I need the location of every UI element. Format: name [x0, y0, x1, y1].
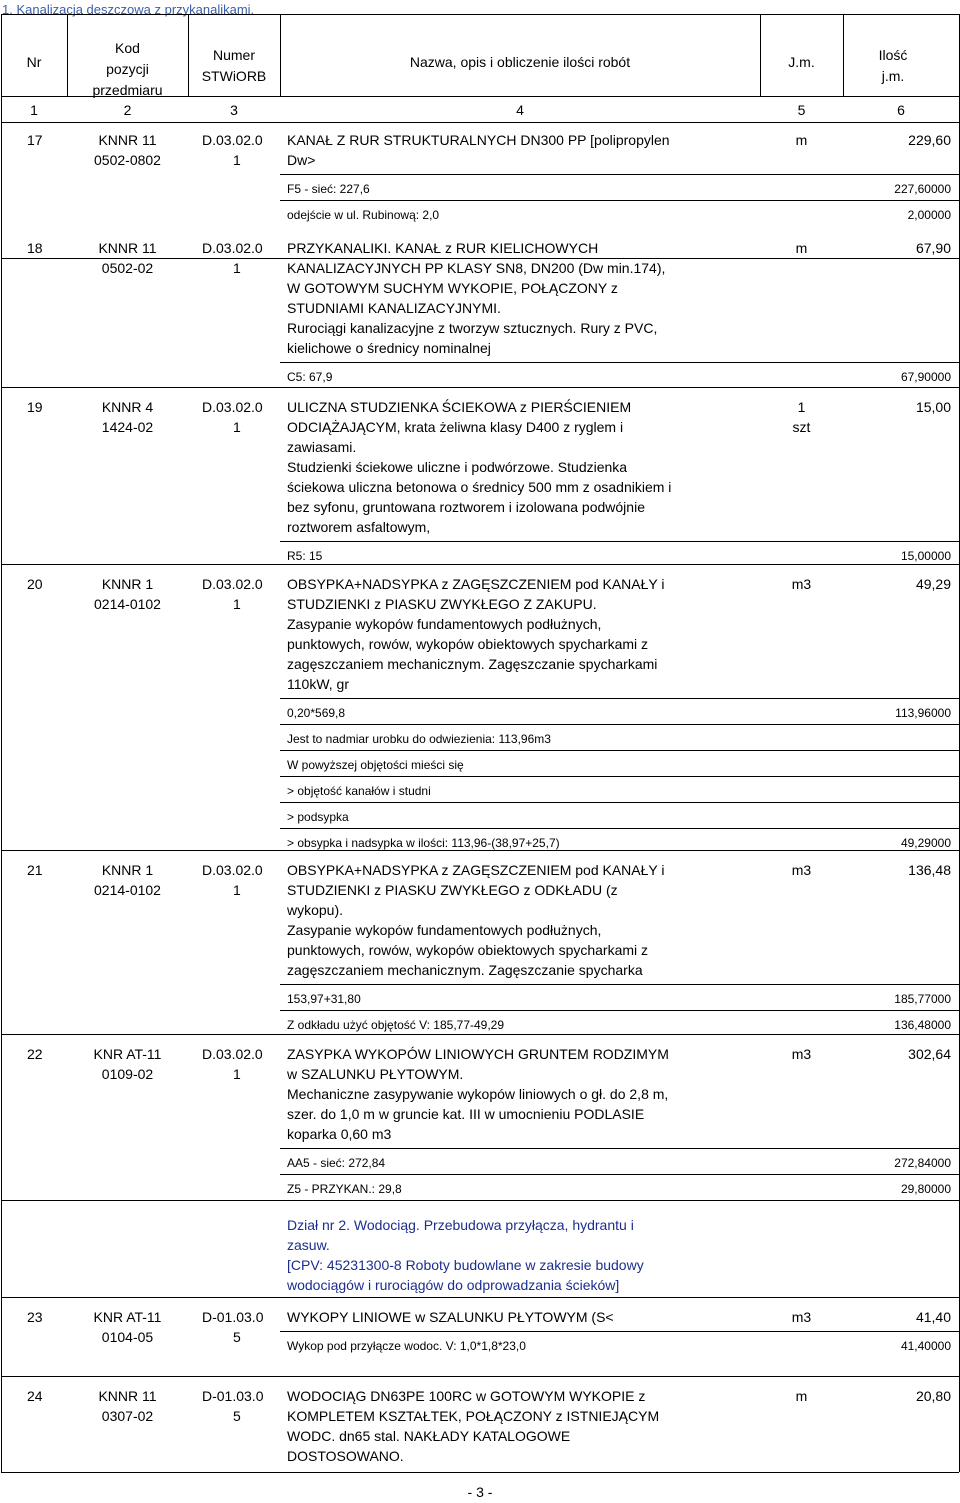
- section-heading: zasuw.: [287, 1237, 330, 1253]
- header-opis: Nazwa, opis i obliczenie ilości robót: [409, 54, 631, 70]
- calc-expression: W powyższej objętości mieści się: [287, 758, 464, 772]
- calc-divider: [280, 698, 959, 699]
- item-description: W GOTOWYM SUCHYM WYKOPIE, POŁĄCZONY z: [287, 280, 618, 296]
- section-heading: wodociągów i rurociągów do odprowadzania ścieków]: [287, 1277, 620, 1293]
- item-description: zagęszczaniem mechanicznym. Zagęszczanie spycharka: [287, 962, 643, 978]
- quantity: 20,80: [915, 1388, 951, 1404]
- page-number: - 3 -: [467, 1484, 493, 1500]
- calc-divider: [280, 541, 959, 542]
- row-divider: [1, 1200, 959, 1201]
- column-divider: [280, 14, 281, 96]
- item-description: DOSTOSOWANO.: [287, 1448, 404, 1464]
- calc-value: 185,77000: [894, 992, 951, 1006]
- row-divider: [1, 850, 959, 851]
- stwiorb-code: 1: [233, 1066, 241, 1082]
- calc-value: 136,48000: [894, 1018, 951, 1032]
- stwiorb-code: D.03.02.0: [202, 399, 263, 415]
- unit: m3: [791, 1046, 812, 1062]
- position-code: 1424-02: [101, 419, 154, 435]
- unit: m: [795, 240, 808, 256]
- item-description: STUDZIENKI z PIASKU ZWYKŁEGO z ODKŁADU (z: [287, 882, 618, 898]
- stwiorb-code: D.03.02.0: [202, 1046, 263, 1062]
- item-description: KANAŁ Z RUR STRUKTURALNYCH DN300 PP [polipropylen: [287, 132, 670, 148]
- header-jm: J.m.: [788, 54, 815, 70]
- stwiorb-code: D.03.02.0: [202, 576, 263, 592]
- calc-value: 29,80000: [900, 1182, 951, 1196]
- item-description: zagęszczaniem mechanicznym. Zagęszczanie spycharkami: [287, 656, 658, 672]
- column-number: 5: [797, 102, 806, 118]
- calc-value: 41,40000: [900, 1339, 951, 1353]
- row-number: 21: [27, 862, 43, 878]
- item-description: KANALIZACYJNYCH PP KLASY SN8, DN200 (Dw min.174),: [287, 260, 666, 276]
- row-divider: [1, 1297, 959, 1298]
- item-description: STUDNIAMI KANALIZACYJNYMI.: [287, 300, 501, 316]
- section-heading: [CPV: 45231300-8 Roboty budowlane w zakresie budowy: [287, 1257, 644, 1273]
- calc-expression: R5: 15: [287, 549, 323, 563]
- calc-expression: 153,97+31,80: [287, 992, 361, 1006]
- header-numer: STWiORB: [201, 68, 267, 84]
- position-code: KNNR 11: [98, 240, 157, 256]
- stwiorb-code: 1: [233, 596, 241, 612]
- row-number: 24: [27, 1388, 43, 1404]
- calc-expression: 0,20*569,8: [287, 706, 346, 720]
- position-code: KNNR 4: [101, 399, 154, 415]
- stwiorb-code: 1: [233, 882, 241, 898]
- row-divider: [1, 1034, 959, 1035]
- item-description: bez syfonu, gruntowana roztworem i izolowana podwójnie: [287, 499, 645, 515]
- stwiorb-code: D-01.03.0: [202, 1388, 264, 1404]
- item-description: kielichowe o średnicy nominalnej: [287, 340, 491, 356]
- calc-expression: AA5 - sieć: 272,84: [287, 1156, 386, 1170]
- calc-divider: [280, 1331, 959, 1332]
- calc-value: 227,60000: [894, 182, 951, 196]
- header-ilosc: Ilość: [878, 47, 908, 63]
- position-code: 0502-02: [101, 260, 154, 276]
- calc-value: 2,00000: [907, 208, 951, 222]
- unit: m3: [791, 1309, 812, 1325]
- section-heading: Dział nr 2. Wodociąg. Przebudowa przyłącza, hydrantu i: [287, 1217, 634, 1233]
- column-divider: [843, 14, 844, 96]
- header-kod: pozycji: [106, 61, 149, 77]
- stwiorb-code: 5: [233, 1408, 241, 1424]
- item-description: WODOCIĄG DN63PE 100RC w GOTOWYM WYKOPIE z: [287, 1388, 646, 1404]
- stwiorb-code: D.03.02.0: [202, 132, 263, 148]
- header-kod: Kod: [115, 40, 140, 56]
- item-description: wykopu).: [287, 902, 344, 918]
- row-number: 23: [27, 1309, 43, 1325]
- calc-expression: Jest to nadmiar urobku do odwiezienia: 113,96m3: [287, 732, 551, 746]
- row-number: 22: [27, 1046, 43, 1062]
- row-number: 19: [27, 399, 43, 415]
- unit: m: [795, 132, 808, 148]
- position-code: KNR AT-11: [93, 1046, 162, 1062]
- header-divider: [1, 96, 959, 97]
- calc-expression: Z5 - PRZYKAN.: 29,8: [287, 1182, 402, 1196]
- unit: 1: [797, 399, 806, 415]
- header-divider: [1, 122, 959, 123]
- position-code: 0104-05: [101, 1329, 154, 1345]
- quantity: 136,48: [908, 862, 951, 878]
- row-number: 20: [27, 576, 43, 592]
- column-divider: [67, 14, 68, 96]
- column-number: 6: [897, 102, 905, 118]
- row-divider: [1, 1376, 959, 1377]
- position-code: KNNR 1: [101, 576, 154, 592]
- calc-divider: [280, 724, 959, 725]
- item-description: zawiasami.: [287, 439, 357, 455]
- stwiorb-code: D.03.02.0: [202, 240, 263, 256]
- calc-expression: Wykop pod przyłącze wodoc. V: 1,0*1,8*23,0: [287, 1339, 526, 1353]
- column-divider: [188, 14, 189, 96]
- position-code: 0502-0802: [94, 152, 161, 168]
- item-description: punktowych, rowów, wykopów obiektowych spycharkami z: [287, 942, 649, 958]
- column-number: 1: [30, 102, 38, 118]
- calc-value: 67,90000: [900, 370, 951, 384]
- calc-divider: [280, 174, 959, 175]
- item-description: punktowych, rowów, wykopów obiektowych spycharkami z: [287, 636, 649, 652]
- item-description: OBSYPKA+NADSYPKA z ZAGĘSZCZENIEM pod KANAŁY i: [287, 862, 665, 878]
- item-description: w SZALUNKU PŁYTOWYM.: [287, 1066, 464, 1082]
- item-description: PRZYKANALIKI. KANAŁ z RUR KIELICHOWYCH: [287, 240, 599, 256]
- position-code: KNNR 11: [98, 132, 157, 148]
- column-number: 2: [123, 102, 132, 118]
- calc-expression: > objętość kanałów i studni: [287, 784, 431, 798]
- stwiorb-code: 1: [233, 152, 241, 168]
- calc-divider: [280, 1148, 959, 1149]
- item-description: ULICZNA STUDZIENKA ŚCIEKOWA z PIERŚCIENIEM: [287, 399, 632, 415]
- calc-divider: [280, 1174, 959, 1175]
- calc-divider: [280, 776, 959, 777]
- position-code: KNR AT-11: [93, 1309, 162, 1325]
- header-kod: przedmiaru: [92, 82, 163, 98]
- item-description: szer. do 1,0 m w gruncie kat. III w umocnieniu PODLASIE: [287, 1106, 645, 1122]
- unit: m: [795, 1388, 808, 1404]
- item-description: WODC. dn65 stal. NAKŁADY KATALOGOWE: [287, 1428, 571, 1444]
- calc-divider: [280, 200, 959, 201]
- stwiorb-code: D-01.03.0: [202, 1309, 264, 1325]
- calc-divider: [280, 802, 959, 803]
- item-description: STUDZIENKI z PIASKU ZWYKŁEGO Z ZAKUPU.: [287, 596, 597, 612]
- calc-expression: C5: 67,9: [287, 370, 333, 384]
- quantity: 67,90: [915, 240, 951, 256]
- stwiorb-code: 1: [233, 260, 241, 276]
- position-code: 0307-02: [101, 1408, 154, 1424]
- calc-value: 49,29000: [900, 836, 951, 850]
- item-description: Zasypanie wykopów fundamentowych podłużnych,: [287, 616, 602, 632]
- unit: szt: [792, 419, 811, 435]
- position-code: KNNR 11: [98, 1388, 157, 1404]
- item-description: WYKOPY LINIOWE w SZALUNKU PŁYTOWYM (S<: [287, 1309, 614, 1325]
- quantity: 302,64: [908, 1046, 951, 1062]
- item-description: ściekowa uliczna betonowa o średnicy 500 mm z osadnikiem i: [287, 479, 672, 495]
- position-code: 0109-02: [101, 1066, 154, 1082]
- row-number: 18: [27, 240, 43, 256]
- quantity: 229,60: [908, 132, 951, 148]
- item-description: 110kW, gr: [287, 676, 349, 692]
- row-divider: [1, 564, 959, 565]
- item-description: ODCIĄŻAJĄCYM, krata żeliwna klasy D400 z ryglem i: [287, 419, 624, 435]
- stwiorb-code: 1: [233, 419, 241, 435]
- position-code: 0214-0102: [94, 596, 161, 612]
- calc-divider: [280, 984, 959, 985]
- stwiorb-code: 5: [233, 1329, 241, 1345]
- calc-expression: > obsypka i nadsypka w ilości: 113,96-(38,97+25,7): [287, 836, 560, 850]
- item-description: Mechaniczne zasypywanie wykopów liniowych o gł. do 2,8 m,: [287, 1086, 669, 1102]
- calc-value: 272,84000: [894, 1156, 951, 1170]
- calc-expression: Z odkładu użyć objętość V: 185,77-49,29: [287, 1018, 505, 1032]
- item-description: Rurociągi kanalizacyjne z tworzyw sztucznych. Rury z PVC,: [287, 320, 658, 336]
- item-description: OBSYPKA+NADSYPKA z ZAGĘSZCZENIEM pod KANAŁY i: [287, 576, 665, 592]
- item-description: koparka 0,60 m3: [287, 1126, 392, 1142]
- item-description: roztworem asfaltowym,: [287, 519, 431, 535]
- row-number: 17: [27, 132, 43, 148]
- column-number: 3: [230, 102, 238, 118]
- item-description: ZASYPKA WYKOPÓW LINIOWYCH GRUNTEM RODZIMYM: [287, 1046, 669, 1062]
- item-description: Studzienki ściekowe uliczne i podwórzowe. Studzienka: [287, 459, 628, 475]
- header-numer: Numer: [212, 47, 255, 63]
- header-nr: Nr: [26, 54, 42, 70]
- position-code: 0214-0102: [94, 882, 161, 898]
- calc-expression: odejście w ul. Rubinową: 2,0: [287, 208, 440, 222]
- calc-expression: F5 - sieć: 227,6: [287, 182, 370, 196]
- unit: m3: [791, 862, 812, 878]
- item-description: KOMPLETEM KSZTAŁTEK, POŁĄCZONY z ISTNIEJĄCYM: [287, 1408, 660, 1424]
- calc-divider: [280, 1010, 959, 1011]
- column-divider: [1, 14, 2, 1472]
- breadcrumb: 1. Kanalizacja deszczowa z przykanalikami.: [2, 2, 255, 17]
- unit: m3: [791, 576, 812, 592]
- column-divider: [760, 14, 761, 96]
- quantity: 41,40: [915, 1309, 951, 1325]
- quantity: 15,00: [915, 399, 951, 415]
- table-top-border: [1, 14, 959, 15]
- table-bottom-border: [1, 1472, 959, 1473]
- calc-expression: > podsypka: [287, 810, 349, 824]
- row-divider: [1, 258, 959, 259]
- column-number: 4: [516, 102, 524, 118]
- calc-divider: [280, 750, 959, 751]
- item-description: Zasypanie wykopów fundamentowych podłużnych,: [287, 922, 602, 938]
- calc-value: 15,00000: [900, 549, 951, 563]
- calc-divider: [280, 828, 959, 829]
- stwiorb-code: D.03.02.0: [202, 862, 263, 878]
- position-code: KNNR 1: [101, 862, 154, 878]
- calc-divider: [280, 362, 959, 363]
- calc-value: 113,96000: [895, 706, 951, 720]
- quantity: 49,29: [915, 576, 951, 592]
- item-description: Dw>: [287, 152, 316, 168]
- row-divider: [1, 387, 959, 388]
- header-ilosc: j.m.: [881, 68, 905, 84]
